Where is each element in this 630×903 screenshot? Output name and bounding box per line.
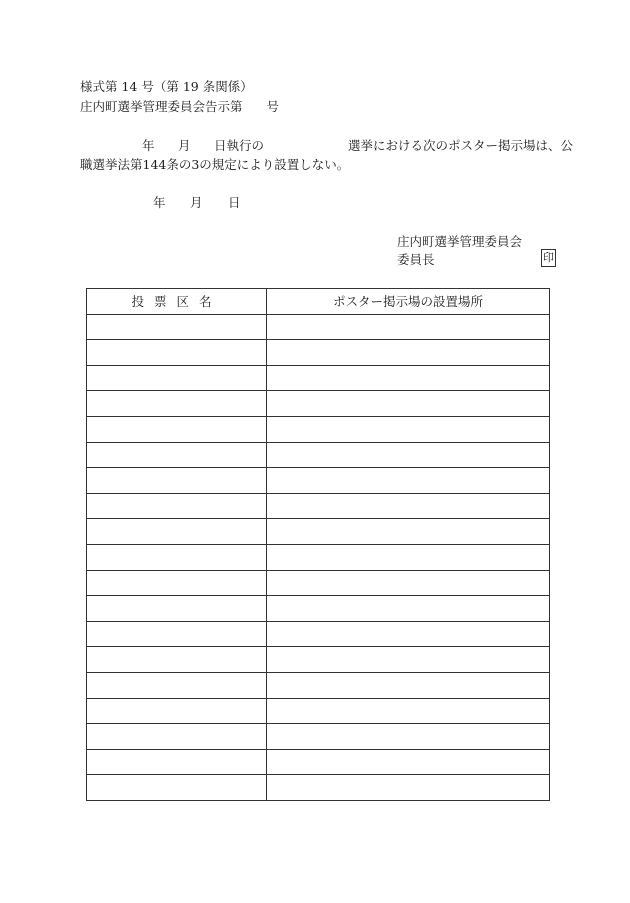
table-row (87, 621, 550, 647)
poster-location-cell (267, 698, 550, 724)
committee-name: 庄内町選挙管理委員会 (397, 234, 523, 249)
poster-location-cell (267, 570, 550, 596)
notice-number (80, 99, 279, 115)
voting-district-cell (87, 698, 267, 724)
table-row (87, 365, 550, 391)
table-row (87, 775, 550, 801)
poster-location-cell (267, 672, 550, 698)
header-voting-district: 投票区名 (87, 289, 267, 315)
poster-location-cell (267, 442, 550, 468)
voting-district-cell (87, 442, 267, 468)
voting-district-cell (87, 391, 267, 417)
poster-location-cell (267, 391, 550, 417)
voting-district-cell (87, 647, 267, 673)
table-row (87, 493, 550, 519)
table-header-row (87, 289, 550, 315)
voting-district-cell (87, 493, 267, 519)
poster-location-cell (267, 365, 550, 391)
table-row (87, 724, 550, 750)
poster-location-cell (267, 647, 550, 673)
table-row (87, 596, 550, 622)
poster-location-cell (267, 724, 550, 750)
poster-location-cell (267, 519, 550, 545)
notice-body-line1 (80, 138, 580, 154)
table-row (87, 340, 550, 366)
voting-district-cell (87, 749, 267, 775)
table-row (87, 442, 550, 468)
table-row (87, 391, 550, 417)
voting-district-cell (87, 519, 267, 545)
chair-title: 委員長 (397, 252, 435, 267)
voting-district-cell (87, 314, 267, 340)
voting-district-cell (87, 340, 267, 366)
seal-mark: 印 (541, 249, 556, 267)
table-row (87, 647, 550, 673)
body-election-text: 選挙における次のポスター掲示場は、公 (348, 138, 574, 153)
poster-location-cell (267, 544, 550, 570)
poster-location-cell (267, 621, 550, 647)
table-row (87, 519, 550, 545)
notice-body-line2: 職選挙法第144条の3の規定により設置しない。 (80, 157, 350, 172)
date-month: 月 (190, 195, 203, 210)
poster-location-cell (267, 596, 550, 622)
poster-location-cell (267, 775, 550, 801)
table-row (87, 698, 550, 724)
date-year: 年 (153, 195, 166, 210)
form-number: 様式第 14 号（第 19 条関係） (80, 79, 253, 94)
voting-district-cell (87, 365, 267, 391)
poster-location-cell (267, 416, 550, 442)
voting-district-cell (87, 570, 267, 596)
poster-location-cell (267, 314, 550, 340)
voting-district-cell (87, 672, 267, 698)
voting-district-cell (87, 416, 267, 442)
voting-district-cell (87, 775, 267, 801)
table-row (87, 314, 550, 340)
table-row (87, 416, 550, 442)
poster-location-cell (267, 493, 550, 519)
date-day: 日 (228, 195, 241, 210)
table-row (87, 749, 550, 775)
table-row (87, 570, 550, 596)
voting-district-cell (87, 621, 267, 647)
notice-date (80, 195, 280, 211)
poster-location-cell (267, 340, 550, 366)
voting-district-cell (87, 544, 267, 570)
body-year: 年 (142, 138, 155, 153)
table-row (87, 544, 550, 570)
table-row (87, 468, 550, 494)
body-day-executed: 日執行の (214, 138, 265, 153)
notice-suffix: 号 (266, 99, 280, 114)
voting-district-cell (87, 724, 267, 750)
body-month: 月 (178, 138, 191, 153)
table-row (87, 672, 550, 698)
header-poster-location: ポスター掲示場の設置場所 (267, 289, 550, 315)
poster-location-table (86, 288, 550, 801)
voting-district-cell (87, 596, 267, 622)
poster-location-cell (267, 749, 550, 775)
notice-prefix: 庄内町選挙管理委員会告示第 (80, 99, 243, 114)
poster-location-cell (267, 468, 550, 494)
voting-district-cell (87, 468, 267, 494)
